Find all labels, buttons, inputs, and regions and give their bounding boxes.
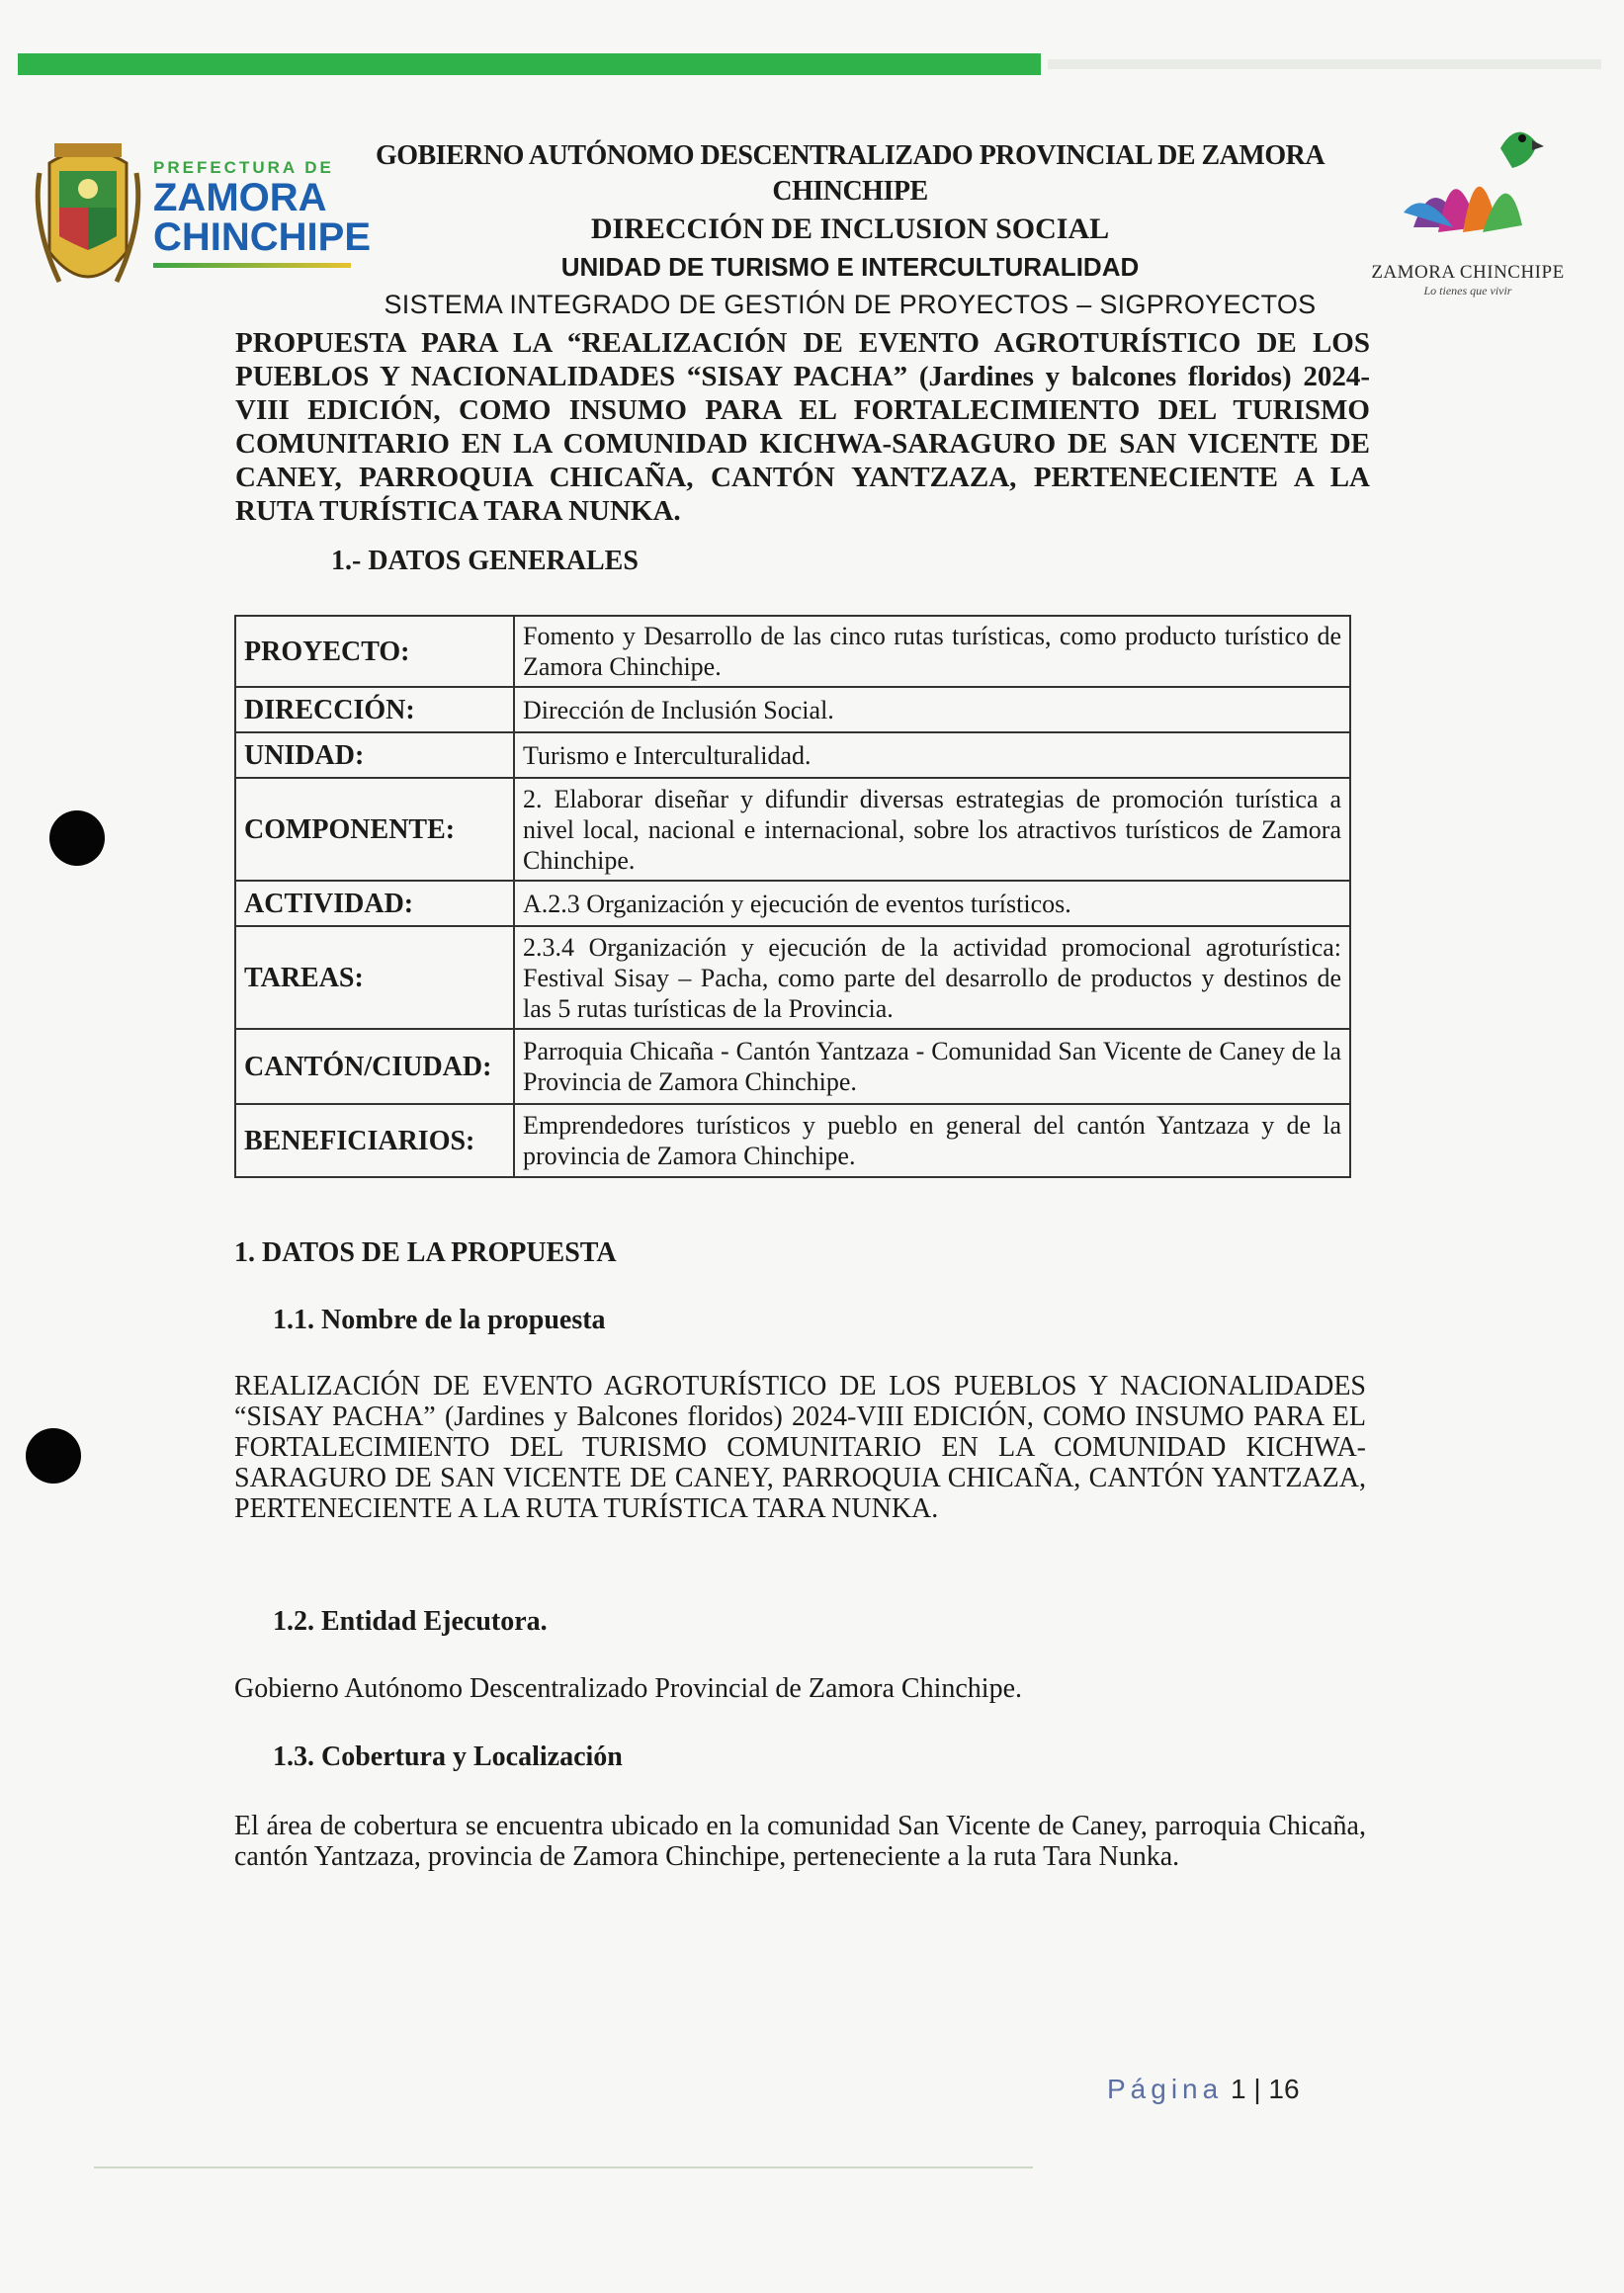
proposal-title: PROPUESTA PARA LA “REALIZACIÓN DE EVENTO AGROTURÍSTICO DE LOS PUEBLOS Y NACIONALIDADES “SISAY PACHA” (Jardines y balcones floridos) 2024-VIII EDICIÓN, COMO INSUMO PARA EL FORTALECIMIENTO DEL TURISMO COMUNITARIO EN LA COMUNIDAD KICHWA-SARAGURO DE SAN VICENTE DE CANEY, PARROQUIA CHICAÑA, CANTÓN YANTZAZA, PERTENECIENTE A LA RUTA TURÍSTICA TARA NUNKA. <box>235 327 1370 527</box>
proposal-name-heading: 1.1. Nombre de la propuesta <box>273 1305 606 1335</box>
header-government: GOBIERNO AUTÓNOMO DESCENTRALIZADO PROVINCIAL DE ZAMORA CHINCHIPE <box>375 140 1325 207</box>
executing-entity-text: Gobierno Autónomo Descentralizado Provincial de Zamora Chinchipe. <box>234 1673 1023 1704</box>
prefectura-name-line1: ZAMORA <box>153 176 327 219</box>
punch-hole-bottom <box>26 1428 81 1484</box>
zamora-chinchipe-brand-logo <box>1364 109 1572 306</box>
executing-entity-heading: 1.2. Entidad Ejecutora. <box>273 1606 548 1637</box>
row-label: UNIDAD: <box>235 732 514 778</box>
row-value: 2.3.4 Organización y ejecución de la actividad promocional agroturística: Festival Sisay – Pacha, como parte del desarrollo de productos y destinos de las 5 rutas turísticas de la Provincia. <box>514 926 1350 1029</box>
row-label: COMPONENTE: <box>235 778 514 881</box>
row-label: DIRECCIÓN: <box>235 687 514 732</box>
coverage-heading: 1.3. Cobertura y Localización <box>273 1741 623 1772</box>
page-number <box>1107 2074 1300 2105</box>
row-value: A.2.3 Organización y ejecución de eventos turísticos. <box>514 881 1350 926</box>
row-value: Turismo e Interculturalidad. <box>514 732 1350 778</box>
table-row <box>235 926 1350 1029</box>
prefectura-name-line2: CHINCHIPE <box>153 215 372 259</box>
table-row <box>235 616 1350 687</box>
table-row <box>235 687 1350 732</box>
row-value: Parroquia Chicaña - Cantón Yantzaza - Comunidad San Vicente de Caney de la Provincia de Zamora Chinchipe. <box>514 1029 1350 1104</box>
footer-divider <box>94 2166 1033 2168</box>
proposal-heading: 1. DATOS DE LA PROPUESTA <box>234 1237 617 1268</box>
table-row <box>235 732 1350 778</box>
header-faint-bar <box>1048 59 1601 69</box>
row-label: PROYECTO: <box>235 616 514 687</box>
row-value: Fomento y Desarrollo de las cinco rutas turísticas, como producto turístico de Zamora Chinchipe. <box>514 616 1350 687</box>
row-value: Emprendedores turísticos y pueblo en general del cantón Yantzaza y de la provincia de Zamora Chinchipe. <box>514 1104 1350 1177</box>
prefectura-underline <box>153 263 351 268</box>
document-header <box>356 138 1344 324</box>
table-row <box>235 1104 1350 1177</box>
punch-hole-top <box>49 810 105 866</box>
row-label: TAREAS: <box>235 926 514 1029</box>
header-system: SISTEMA INTEGRADO DE GESTIÓN DE PROYECTOS – SIGPROYECTOS <box>384 290 1317 319</box>
page-label: Página <box>1107 2074 1224 2104</box>
page-separator: | <box>1253 2074 1261 2104</box>
row-value: 2. Elaborar diseñar y difundir diversas estrategias de promoción turística a nivel local, nacional e internacional, sobre los atractivos turísticos de Zamora Chinchipe. <box>514 778 1350 881</box>
table-row <box>235 1029 1350 1104</box>
general-data-heading: 1.- DATOS GENERALES <box>331 546 639 576</box>
header-green-bar <box>18 53 1041 75</box>
row-label: CANTÓN/CIUDAD: <box>235 1029 514 1104</box>
brand-tagline: Lo tienes que vivir <box>1423 284 1512 297</box>
header-unit: UNIDAD DE TURISMO E INTERCULTURALIDAD <box>560 252 1140 282</box>
prefectura-small-text: PREFECTURA DE <box>153 158 334 177</box>
parrot-leaves-icon <box>1384 109 1552 257</box>
provincial-seal-logo <box>30 133 146 306</box>
table-row <box>235 778 1350 881</box>
general-data-table <box>234 615 1351 1178</box>
brand-name: ZAMORA CHINCHIPE <box>1371 262 1565 283</box>
proposal-name-text: REALIZACIÓN DE EVENTO AGROTURÍSTICO DE LOS PUEBLOS Y NACIONALIDADES “SISAY PACHA” (Jardines y Balcones floridos) 2024-VIII EDICIÓN, COMO INSUMO PARA EL FORTALECIMIENTO DEL TURISMO COMUNITARIO EN LA COMUNIDAD KICHWA-SARAGURO DE SAN VICENTE DE CANEY, PARROQUIA CHICAÑA, CANTÓN YANTZAZA, PERTENECIENTE A LA RUTA TURÍSTICA TARA NUNKA. <box>234 1371 1366 1524</box>
row-value: Dirección de Inclusión Social. <box>514 687 1350 732</box>
prefectura-logo <box>153 158 371 268</box>
coverage-text: El área de cobertura se encuentra ubicado en la comunidad San Vicente de Caney, parroquia Chicaña, cantón Yantzaza, provincia de Zamora Chinchipe, perteneciente a la ruta Tara Nunka. <box>234 1811 1366 1872</box>
row-label: ACTIVIDAD: <box>235 881 514 926</box>
row-label: BENEFICIARIOS: <box>235 1104 514 1177</box>
page-total: 16 <box>1268 2074 1300 2104</box>
page-current: 1 <box>1230 2074 1246 2104</box>
header-direction: DIRECCIÓN DE INCLUSION SOCIAL <box>590 212 1110 245</box>
table-row <box>235 881 1350 926</box>
